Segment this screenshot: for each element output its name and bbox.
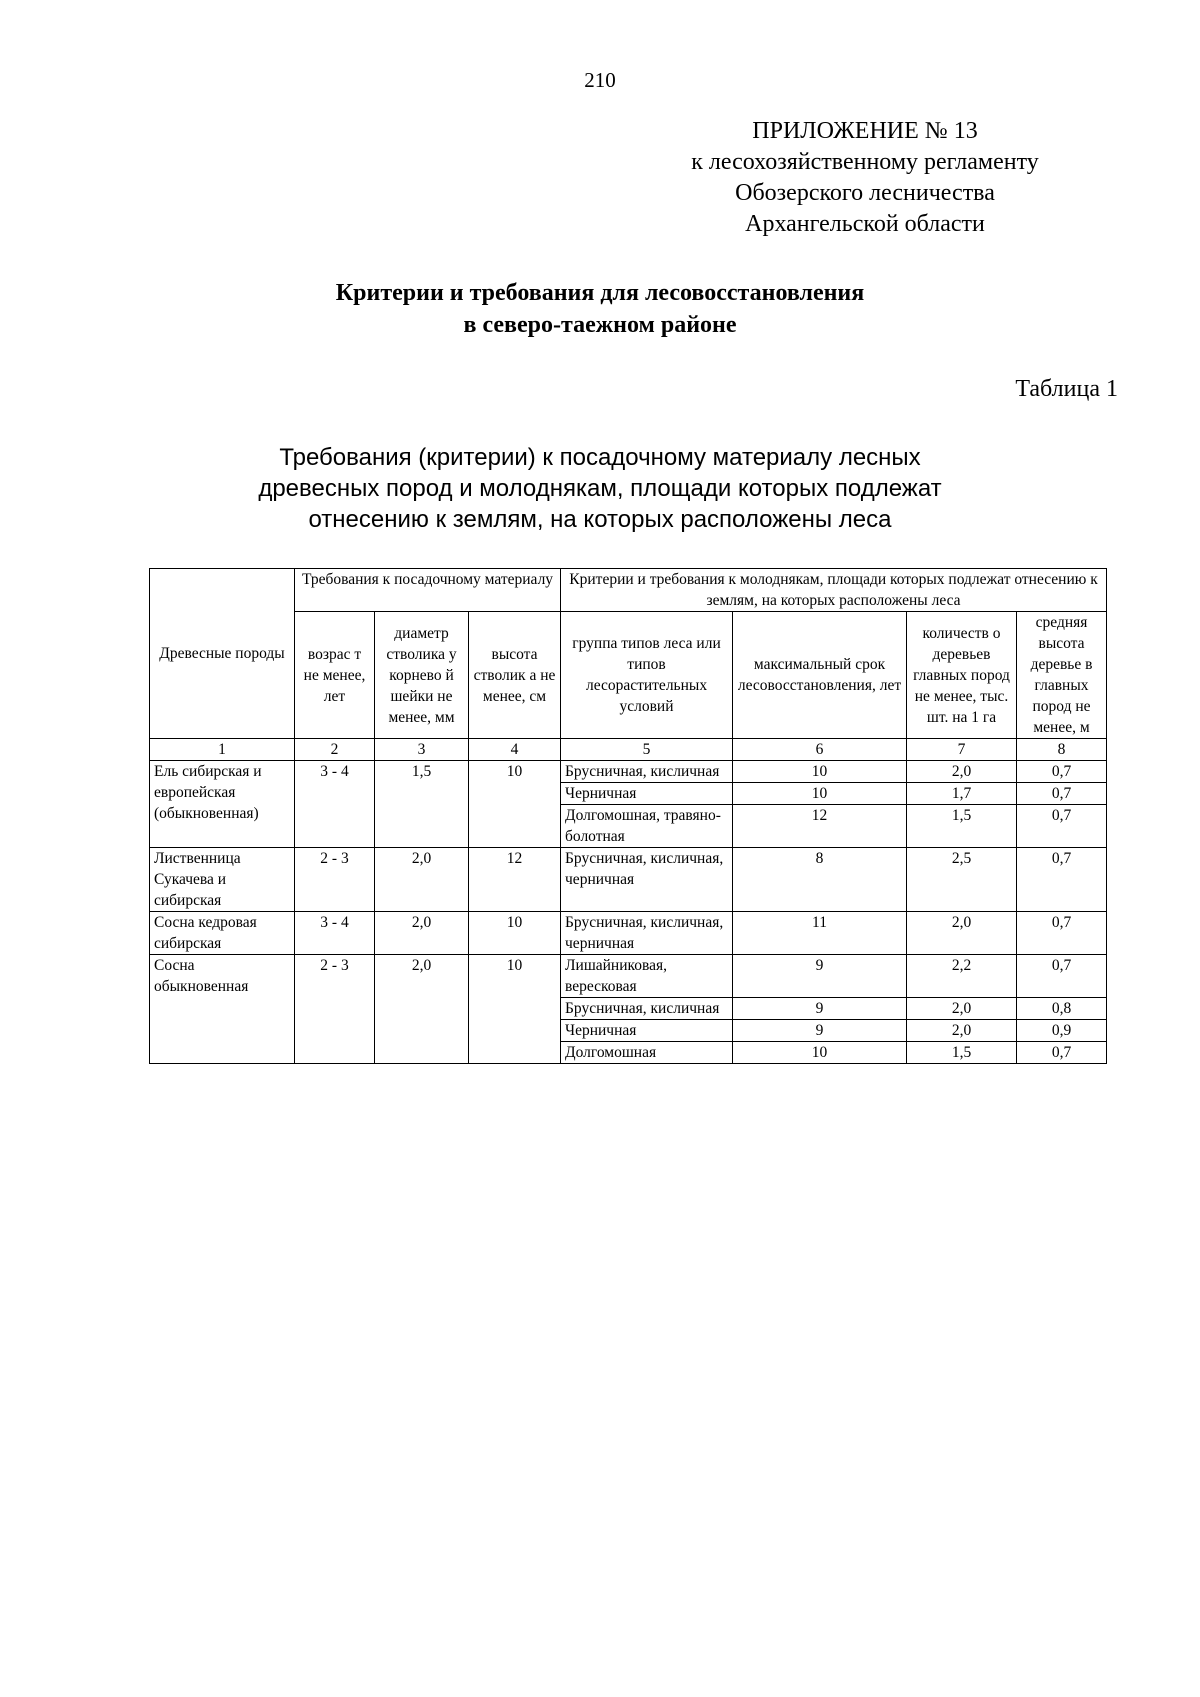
column-numbers-row: [150, 739, 1107, 761]
max-term-cell: 8: [733, 848, 907, 912]
header-avg-height: средняя высота деревье в главных пород не менее, м: [1017, 612, 1107, 739]
avg-height-cell: 0,7: [1017, 783, 1107, 805]
avg-height-cell: 0,7: [1017, 955, 1107, 998]
document-title-line-1: Критерии и требования для лесовосстановления: [335, 280, 865, 306]
diameter-cell: 2,0: [375, 955, 469, 1064]
age-cell: 2 - 3: [295, 955, 375, 1064]
tree-count-cell: 1,5: [907, 1042, 1017, 1064]
column-number: 4: [469, 739, 561, 761]
table-caption: [0, 442, 1200, 535]
page-number: 210: [584, 68, 616, 92]
max-term-cell: 12: [733, 805, 907, 848]
height-cell: 12: [469, 848, 561, 912]
diameter-cell: 2,0: [375, 848, 469, 912]
avg-height-cell: 0,9: [1017, 1020, 1107, 1042]
tree-count-cell: 1,5: [907, 805, 1017, 848]
table-row: [150, 955, 1107, 998]
forest-group-cell: Черничная: [561, 783, 733, 805]
forest-group-cell: Долгомошная: [561, 1042, 733, 1064]
document-title: [0, 277, 1200, 341]
max-term-cell: 9: [733, 1020, 907, 1042]
table-row: [150, 761, 1107, 783]
tree-count-cell: 2,0: [907, 912, 1017, 955]
max-term-cell: 11: [733, 912, 907, 955]
appendix-regulation: к лесохозяйственному регламенту: [691, 149, 1039, 175]
appendix-region: Архангельской области: [745, 211, 985, 237]
header-forest-group: группа типов леса или типов лесорастительных условий: [561, 612, 733, 739]
column-number: 5: [561, 739, 733, 761]
diameter-cell: 1,5: [375, 761, 469, 848]
forest-group-cell: Брусничная, кисличная: [561, 998, 733, 1020]
forest-group-cell: Черничная: [561, 1020, 733, 1042]
appendix-block: [600, 116, 1130, 240]
avg-height-cell: 0,8: [1017, 998, 1107, 1020]
tree-count-cell: 2,0: [907, 761, 1017, 783]
appendix-forestry: Обозерского лесничества: [735, 180, 995, 206]
avg-height-cell: 0,7: [1017, 912, 1107, 955]
table-caption-line-1: Требования (критерии) к посадочному материалу лесных: [279, 444, 921, 471]
forest-group-cell: Брусничная, кисличная, черничная: [561, 912, 733, 955]
max-term-cell: 9: [733, 998, 907, 1020]
table-label: Таблица 1: [1015, 376, 1118, 402]
avg-height-cell: 0,7: [1017, 805, 1107, 848]
forest-group-cell: Брусничная, кисличная: [561, 761, 733, 783]
header-age: возрас т не менее, лет: [295, 612, 375, 739]
age-cell: 3 - 4: [295, 761, 375, 848]
document-title-line-2: в северо-таежном районе: [463, 312, 737, 338]
header-tree-count: количеств о деревьев главных пород не менее, тыс. шт. на 1 га: [907, 612, 1017, 739]
appendix-number: ПРИЛОЖЕНИЕ № 13: [752, 118, 978, 144]
table-header-row: [150, 569, 1107, 612]
forest-group-cell: Долгомошная, травяно-болотная: [561, 805, 733, 848]
age-cell: 3 - 4: [295, 912, 375, 955]
table-row: [150, 848, 1107, 912]
diameter-cell: 2,0: [375, 912, 469, 955]
table-caption-line-3: отнесению к землям, на которых расположены леса: [308, 506, 892, 533]
header-height: высота стволик а не менее, см: [469, 612, 561, 739]
column-number: 8: [1017, 739, 1107, 761]
max-term-cell: 9: [733, 955, 907, 998]
column-number: 1: [150, 739, 295, 761]
height-cell: 10: [469, 955, 561, 1064]
avg-height-cell: 0,7: [1017, 761, 1107, 783]
species-cell: Сосна обыкновенная: [150, 955, 295, 1064]
header-diameter: диаметр стволика у корнево й шейки не менее, мм: [375, 612, 469, 739]
max-term-cell: 10: [733, 783, 907, 805]
column-number: 7: [907, 739, 1017, 761]
tree-count-cell: 2,5: [907, 848, 1017, 912]
forest-group-cell: Лишайниковая, вересковая: [561, 955, 733, 998]
max-term-cell: 10: [733, 761, 907, 783]
height-cell: 10: [469, 912, 561, 955]
avg-height-cell: 0,7: [1017, 1042, 1107, 1064]
species-cell: Ель сибирская и европейская (обыкновенная): [150, 761, 295, 848]
forest-group-cell: Брусничная, кисличная, черничная: [561, 848, 733, 912]
criteria-table: [149, 568, 1107, 1064]
species-cell: Сосна кедровая сибирская: [150, 912, 295, 955]
table-row: [150, 912, 1107, 955]
avg-height-cell: 0,7: [1017, 848, 1107, 912]
table-caption-line-2: древесных пород и молоднякам, площади которых подлежат: [258, 475, 942, 502]
column-number: 6: [733, 739, 907, 761]
species-cell: Лиственница Сукачева и сибирская: [150, 848, 295, 912]
header-young-stands: Критерии и требования к молоднякам, площади которых подлежат отнесению к землям, на которых расположены леса: [561, 569, 1107, 612]
age-cell: 2 - 3: [295, 848, 375, 912]
tree-count-cell: 1,7: [907, 783, 1017, 805]
height-cell: 10: [469, 761, 561, 848]
column-number: 3: [375, 739, 469, 761]
tree-count-cell: 2,0: [907, 998, 1017, 1020]
header-planting-material: Требования к посадочному материалу: [295, 569, 561, 612]
tree-count-cell: 2,0: [907, 1020, 1017, 1042]
column-number: 2: [295, 739, 375, 761]
header-species: Древесные породы: [150, 569, 295, 739]
header-max-term: максимальный срок лесовосстановления, лет: [733, 612, 907, 739]
tree-count-cell: 2,2: [907, 955, 1017, 998]
max-term-cell: 10: [733, 1042, 907, 1064]
